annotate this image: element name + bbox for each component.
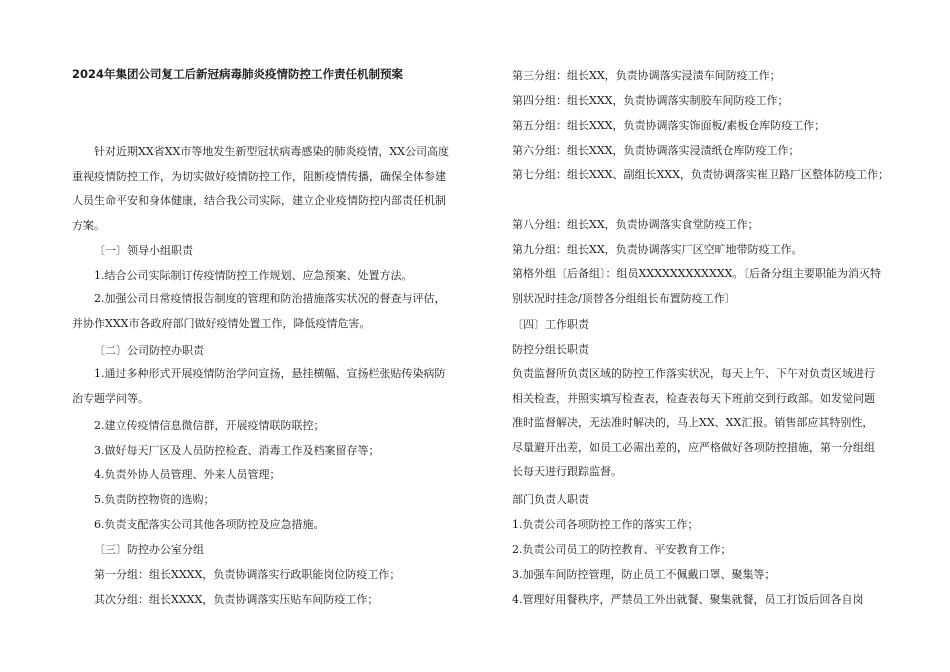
group-item-reserve: 第格外组〔后备组〕：组员XXXXXXXXXXXX。〔后备分组主要职能为消灭特别状况时挂念/顶替各分组组长布置防疫工作〕: [512, 267, 881, 305]
group-item: 第五分组：组长XXX，负责协调落实饰面板/素板仓库防疫工作；: [512, 119, 826, 132]
list-item: 1.负责公司各项防控工作的落实工作；: [512, 518, 699, 531]
subheading-group-leader-duties: 防控分组长职责: [512, 343, 589, 356]
group-item: 第七分组：组长XXX、副组长XXX，负责协调落实崔卫路厂区整体防疫工作；: [512, 168, 889, 181]
list-item: 1.通过多种形式开展疫情防治学问宣扬，悬挂横幅、宣扬栏张贴传染病防治专题学问等。: [72, 367, 446, 405]
intro-paragraph: 针对近期XX省XX市等地发生新型冠状病毒感染的肺炎疫情，XX公司高度重视疫情防控工作，为切实做好疫情防控工作，阻断疫情传播，确保全体参建人员生命平安和身体健康，结合我公司实际，建立企业疫情防控内部责任机制方案。: [72, 145, 449, 232]
subheading-department-head-duties: 部门负责人职责: [512, 493, 589, 506]
group-item: 第六分组：组长XXX，负责协调落实浸渍纸仓库防疫工作；: [512, 144, 800, 157]
group-item: 第一分组：组长XXXX，负责协调落实行政职能岗位防疫工作；: [94, 568, 401, 581]
group-item: 其次分组：组长XXXX，负责协调落实压贴车间防疫工作；: [94, 593, 379, 606]
list-item: 3.做好每天厂区及人员防控检查、消毒工作及档案留存等；: [94, 444, 380, 457]
section-heading-2: 〔二〕公司防控办职责: [94, 344, 204, 357]
list-item: 2.加强公司日常疫情报告制度的管理和防治措施落实状况的督查与评估，并协作XXX市各政府部门做好疫情处置工作，降低疫情危害。: [72, 292, 446, 330]
group-item: 第三分组：组长XX，负责协调落实浸渍车间防疫工作；: [512, 69, 781, 82]
list-item: 1.结合公司实际制订传疫情防控工作规划、应急预案、处置方法。: [94, 269, 413, 282]
list-item: 4.负责外协人员管理、外来人员管理；: [94, 468, 281, 481]
list-item: 2.负责公司员工的防控教育、平安教育工作；: [512, 543, 732, 556]
group-leader-duties-paragraph: 负责监督所负责区域的防控工作落实状况，每天上午、下午对负责区域进行相关检查，并照实填写检查表，检查表每天下班前交到行政部。如发觉问题准时监督解决，无法准时解决的，马上XX、XX汇报。销售部应其特别性，尽量避开出差，如员工必需出差的，应严格做好各项防控措施，第一分组组长每天进行跟踪监督。: [512, 367, 875, 478]
list-item: 6.负责支配落实公司其他各项防控及应急措施。: [94, 518, 325, 531]
section-heading-4: 〔四〕工作职责: [512, 318, 589, 331]
section-heading-1: 〔一〕领导小组职责: [94, 244, 193, 257]
list-item: 3.加强车间防控管理，防止员工不佩戴口罩、聚集等；: [512, 568, 776, 581]
list-item: 5.负责防控物资的选购；: [94, 493, 215, 506]
group-item: 第九分组：组长XX，负责协调落实厂区空旷地带防疫工作。: [512, 243, 803, 256]
list-item: 2.建立传疫情信息微信群，开展疫情联防联控；: [94, 419, 325, 432]
section-heading-3: 〔三〕防控办公室分组: [94, 543, 204, 556]
group-item: 第四分组：组长XXX，负责协调落实制胶车间防疫工作；: [512, 94, 789, 107]
document-title: 2024年集团公司复工后新冠病毒肺炎疫情防控工作责任机制预案: [72, 67, 404, 81]
group-item: 第八分组：组长XX，负责协调落实食堂防疫工作；: [512, 218, 759, 231]
list-item: 4.管理好用餐秩序，严禁员工外出就餐、聚集就餐，员工打饭后回各自岗: [512, 593, 864, 606]
